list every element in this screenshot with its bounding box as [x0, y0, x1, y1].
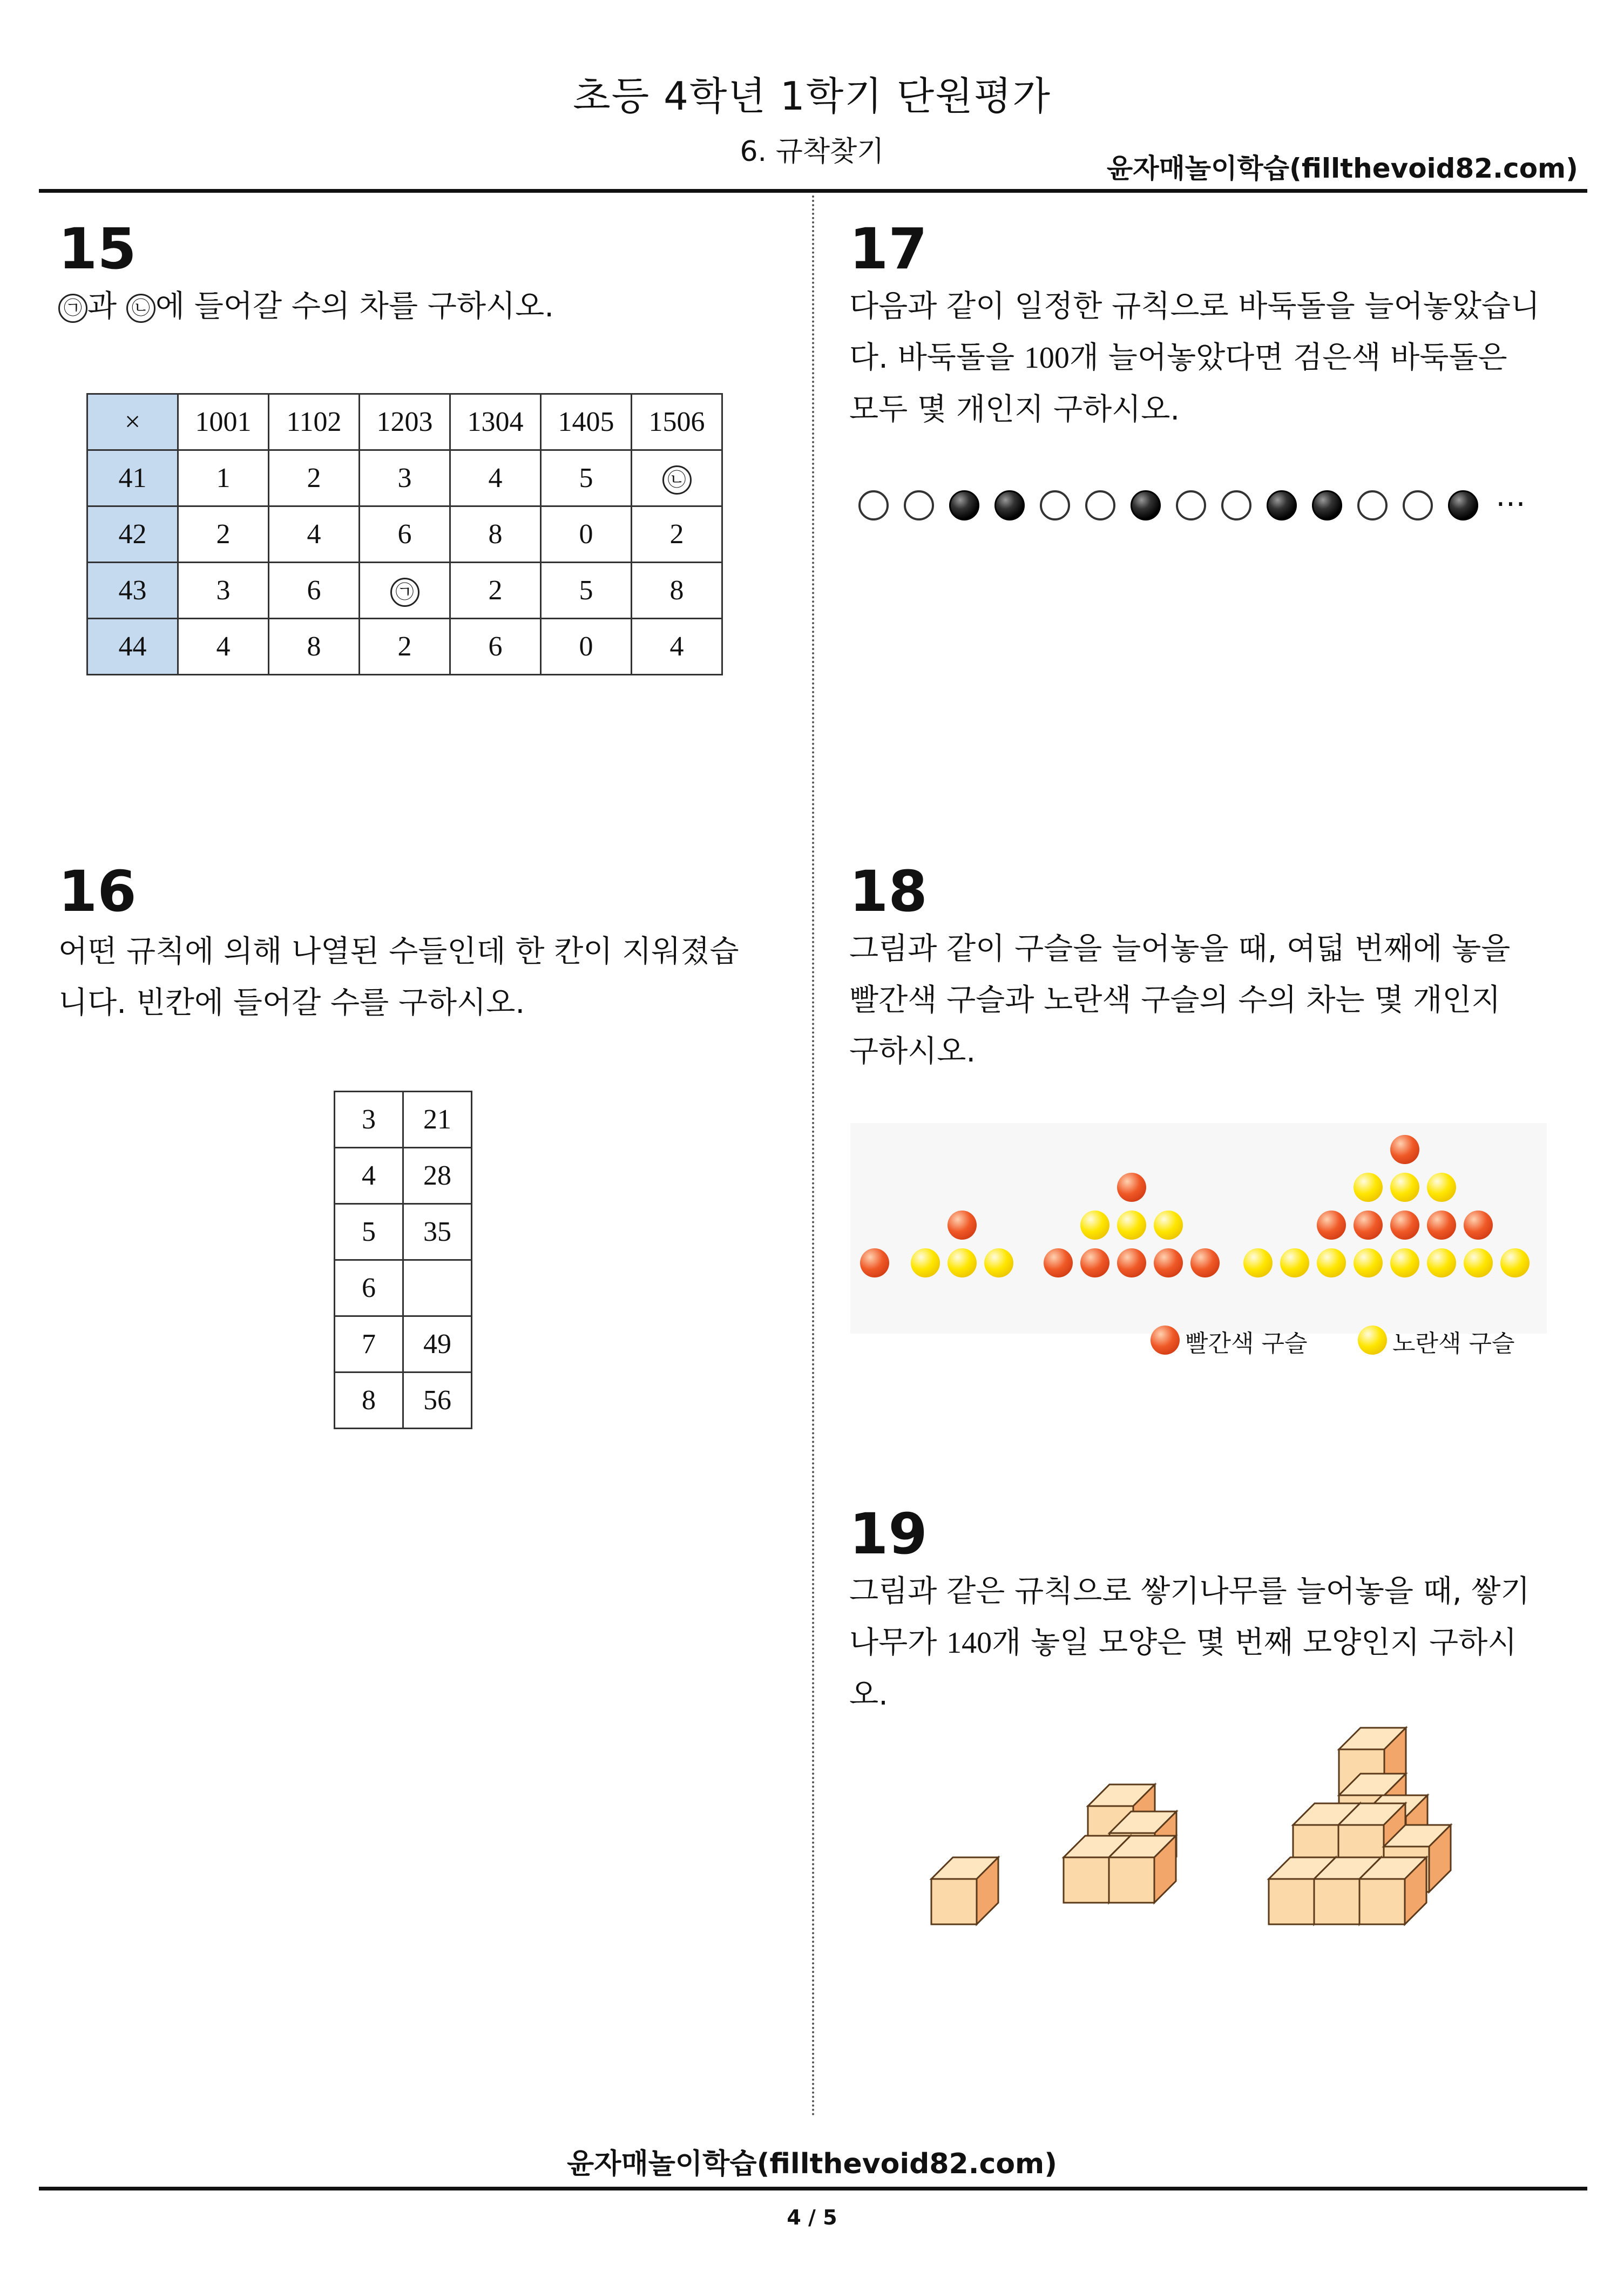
- question-19-line-2a: 나무가: [849, 1625, 947, 1660]
- table-cell: 4: [269, 506, 360, 563]
- question-17-line-3: 모두 몇 개인지 구하시오.: [849, 392, 1180, 427]
- white-stone-icon: [1040, 490, 1070, 520]
- red-marble-icon: [1117, 1173, 1146, 1202]
- question-19-line-1: 그림과 같은 규칙으로 쌓기나무를 늘어놓을 때, 쌓기: [849, 1574, 1530, 1609]
- question-19-line-2b: 개 놓일 모양은 몇 번째 모양인지 구하시: [992, 1625, 1517, 1660]
- table-row: [87, 450, 722, 506]
- table-cell: 8: [632, 563, 722, 619]
- question-17-text: [849, 281, 1546, 435]
- column-divider: [812, 195, 814, 2118]
- black-stone-icon: [1312, 490, 1342, 520]
- block-count: 140: [946, 1626, 992, 1660]
- table-cell: 2: [360, 619, 450, 675]
- black-stone-icon: [994, 490, 1025, 520]
- block-stack-figure: [918, 1717, 1512, 1938]
- table-header-cell: 1203: [360, 394, 450, 450]
- question-19-number: 19: [849, 1501, 928, 1567]
- block-cube-icon: [931, 1857, 998, 1924]
- red-marble-icon: [1080, 1248, 1109, 1277]
- question-18-line-3: 구하시오.: [849, 1034, 976, 1069]
- table-cell: 6: [335, 1260, 403, 1316]
- page-number: 4 / 5: [787, 2206, 837, 2229]
- marble-pattern-figure: [850, 1123, 1547, 1357]
- question-15-number: 15: [58, 216, 137, 282]
- white-stone-icon: [1357, 490, 1388, 520]
- question-18-text: [849, 923, 1546, 1077]
- yellow-marble-icon: [1427, 1248, 1456, 1277]
- white-stone-icon: [1085, 490, 1115, 520]
- table-cell: 5: [335, 1204, 403, 1260]
- yellow-marble-icon: [1080, 1211, 1109, 1240]
- question-19-line-3: 오.: [849, 1677, 888, 1712]
- table-cell: 35: [403, 1204, 472, 1260]
- yellow-marble-icon: [1354, 1248, 1383, 1277]
- table-cell: 2: [632, 506, 722, 563]
- white-stone-icon: [1403, 490, 1433, 520]
- question-19-text: [849, 1566, 1546, 1720]
- table-cell: 4: [632, 619, 722, 675]
- yellow-marble-icon: [1500, 1248, 1530, 1277]
- footer-brand: 윤자매놀이학습(fillthevoid82.com): [566, 2148, 1057, 2180]
- black-stone-icon: [1267, 490, 1297, 520]
- table-row-header: 42: [87, 506, 178, 563]
- legend-yellow-marble-icon: [1358, 1326, 1387, 1355]
- table-cell: 28: [403, 1148, 472, 1204]
- yellow-marble-icon: [1390, 1173, 1419, 1202]
- table-cell: 3: [335, 1092, 403, 1148]
- table-row: [87, 506, 722, 563]
- circle-giyeok-icon: ㉠: [58, 294, 87, 323]
- table-cell: 7: [335, 1316, 403, 1373]
- red-marble-icon: [1154, 1248, 1183, 1277]
- yellow-marble-icon: [1317, 1248, 1346, 1277]
- yellow-marble-icon: [1427, 1173, 1456, 1202]
- black-stone-icon: [1448, 490, 1478, 520]
- question-15-text: [58, 281, 760, 332]
- table-cell: 8: [269, 619, 360, 675]
- red-marble-icon: [1117, 1248, 1146, 1277]
- table-row: [335, 1316, 472, 1373]
- white-stone-icon: [904, 490, 934, 520]
- table-header-cell: ×: [87, 394, 178, 450]
- table-cell: 6: [450, 619, 541, 675]
- table-cell: 5: [541, 450, 632, 506]
- yellow-marble-icon: [1280, 1248, 1309, 1277]
- legend-yellow-label: 노란색 구슬: [1392, 1330, 1515, 1357]
- table-row: [335, 1373, 472, 1429]
- yellow-marble-icon: [1154, 1211, 1183, 1240]
- red-marble-icon: [1427, 1211, 1456, 1240]
- question-16-text: [58, 926, 771, 1029]
- table-header-cell: 1304: [450, 394, 541, 450]
- black-stone-icon: [1131, 490, 1161, 520]
- question-17-line-2b: 개 늘어놓았다면 검은색 바둑돌은: [1069, 340, 1507, 375]
- black-stone-icon: [949, 490, 979, 520]
- page-title: 초등 4학년 1학기 단원평가: [573, 73, 1051, 119]
- table-row-header: 41: [87, 450, 178, 506]
- table-cell: 8: [450, 506, 541, 563]
- table-cell: 1: [178, 450, 269, 506]
- table-cell: 2: [269, 450, 360, 506]
- table-row: [87, 563, 722, 619]
- yellow-marble-icon: [1464, 1248, 1493, 1277]
- red-marble-icon: [1044, 1248, 1073, 1277]
- white-stone-icon: [1221, 490, 1251, 520]
- circle-nieun-icon: ㉡: [662, 465, 692, 495]
- table-header-cell: 1506: [632, 394, 722, 450]
- yellow-marble-icon: [1390, 1248, 1419, 1277]
- question-16-number: 16: [58, 858, 137, 924]
- table-cell: 6: [269, 563, 360, 619]
- question-17-line-1: 다음과 같이 일정한 규칙으로 바둑돌을 늘어놓았습니: [849, 289, 1540, 324]
- question-17-number: 17: [849, 216, 928, 282]
- table-cell: 49: [403, 1316, 472, 1373]
- table-cell: 3: [360, 450, 450, 506]
- question-17-line-2a: 다. 바둑돌을: [849, 340, 1024, 375]
- table-cell: [632, 450, 722, 506]
- red-marble-icon: [1390, 1135, 1419, 1164]
- question-15-text-b: 에 들어갈 수의 차를 구하시오.: [155, 289, 554, 324]
- table-header-cell: 1001: [178, 394, 269, 450]
- table-cell: 5: [541, 563, 632, 619]
- header-divider: [39, 189, 1587, 193]
- table-header-cell: 1405: [541, 394, 632, 450]
- question-17-line-2: [849, 332, 1546, 384]
- table-cell: 0: [541, 506, 632, 563]
- question-16-line-2: 니다. 빈칸에 들어갈 수를 구하시오.: [58, 985, 525, 1020]
- table-cell: 8: [335, 1373, 403, 1429]
- circle-nieun-icon: ㉡: [126, 294, 155, 323]
- table-row: [335, 1148, 472, 1204]
- header-brand: 윤자매놀이학습(fillthevoid82.com): [1106, 153, 1578, 184]
- table-cell: 56: [403, 1373, 472, 1429]
- legend-red-marble-icon: [1151, 1326, 1180, 1355]
- table-row: [335, 1092, 472, 1148]
- table-cell: [360, 563, 450, 619]
- question-16-line-1: 어떤 규칙에 의해 나열된 수들인데 한 칸이 지워졌습: [58, 934, 739, 969]
- table-cell: 0: [541, 619, 632, 675]
- yellow-marble-icon: [1117, 1211, 1146, 1240]
- question-15-text-a: 과: [87, 289, 117, 324]
- table-cell: 6: [360, 506, 450, 563]
- table-cell: 2: [450, 563, 541, 619]
- yellow-marble-icon: [1243, 1248, 1273, 1277]
- red-marble-icon: [1190, 1248, 1220, 1277]
- red-marble-icon: [1354, 1211, 1383, 1240]
- question-18-line-1: 그림과 같이 구슬을 늘어놓을 때, 여덟 번째에 놓을: [849, 931, 1511, 966]
- red-marble-icon: [1464, 1211, 1493, 1240]
- ellipsis: ⋯: [1496, 486, 1526, 521]
- question-19-line-2: [849, 1617, 1546, 1669]
- question-18-number: 18: [849, 858, 928, 924]
- question-18-line-2: 빨간색 구슬과 노란색 구슬의 수의 차는 몇 개인지: [849, 983, 1501, 1018]
- table-row: [335, 1204, 472, 1260]
- table-cell: 4: [450, 450, 541, 506]
- table-header-cell: 1102: [269, 394, 360, 450]
- question-15-table: [86, 393, 723, 675]
- table-row-header: 44: [87, 619, 178, 675]
- circle-giyeok-icon: ㉠: [390, 578, 419, 607]
- table-cell: 4: [335, 1148, 403, 1204]
- white-stone-icon: [858, 490, 889, 520]
- table-cell: 3: [178, 563, 269, 619]
- blank-cell: [403, 1260, 472, 1316]
- table-row: [335, 1260, 472, 1316]
- yellow-marble-icon: [911, 1248, 940, 1277]
- yellow-marble-icon: [984, 1248, 1013, 1277]
- page-subtitle: 6. 규착찾기: [740, 136, 884, 168]
- yellow-marble-icon: [1354, 1173, 1383, 1202]
- question-16-table: [334, 1091, 472, 1429]
- red-marble-icon: [1317, 1211, 1346, 1240]
- red-marble-icon: [1390, 1211, 1419, 1240]
- stone-count: 100: [1024, 341, 1070, 375]
- footer-divider: [39, 2187, 1587, 2190]
- red-marble-icon: [948, 1211, 977, 1240]
- table-cell: 2: [178, 506, 269, 563]
- white-stone-icon: [1176, 490, 1206, 520]
- table-row-header: 43: [87, 563, 178, 619]
- yellow-marble-icon: [948, 1248, 977, 1277]
- table-cell: 21: [403, 1092, 472, 1148]
- red-marble-icon: [860, 1248, 889, 1277]
- table-cell: 4: [178, 619, 269, 675]
- table-row: [87, 619, 722, 675]
- legend-red-label: 빨간색 구슬: [1185, 1330, 1308, 1357]
- go-stone-sequence: [858, 486, 1560, 528]
